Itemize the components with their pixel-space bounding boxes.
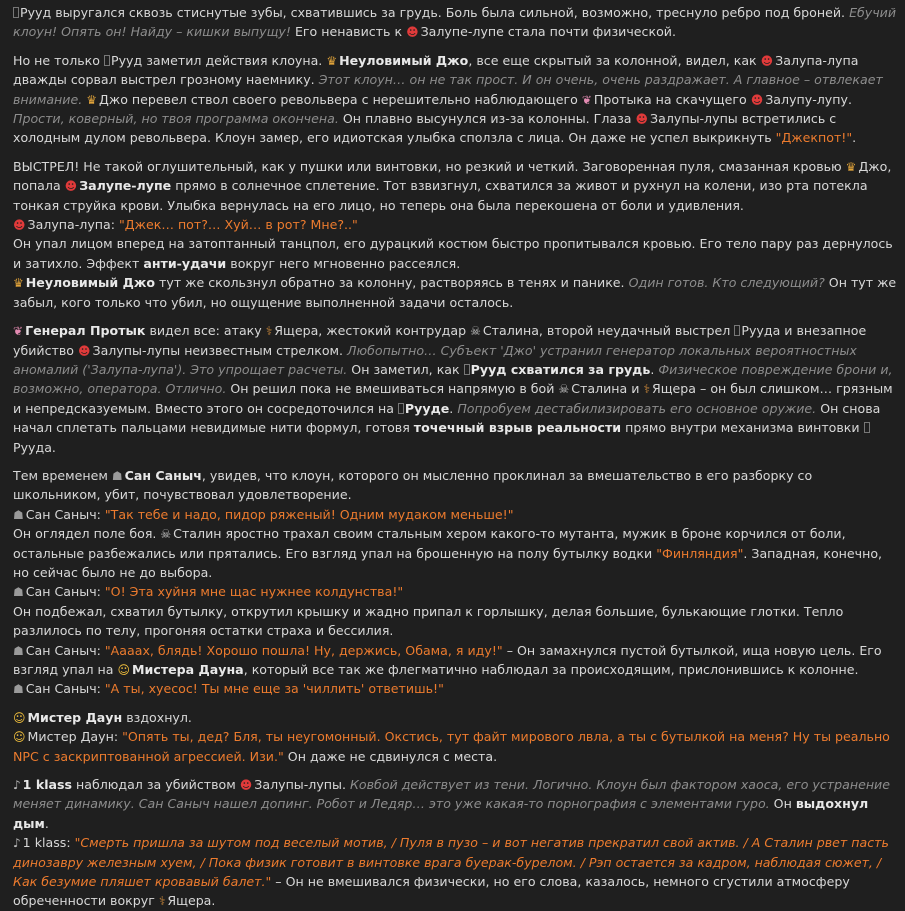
text-segment: 1 klass: (22, 835, 75, 851)
quote-text: "Джекпот!" (775, 130, 853, 146)
text-segment: Он оглядел поле боя. (13, 526, 161, 542)
paragraph-gap (13, 699, 897, 708)
paragraph-gap (13, 457, 897, 466)
bold-name: Мистера Дауна (132, 662, 244, 677)
quote-text: "Финляндия" (656, 545, 744, 561)
text-segment: Ящера, жестокий контрудар (274, 323, 471, 339)
text-segment: . (650, 361, 659, 377)
narration-italic: Попробуем дестабилизировать его основное оружие. (457, 400, 817, 416)
narration-italic: Физическое повреждение брони и, возможно, оператора. Отлично. (13, 361, 893, 397)
quote-text: "А ты, хуесос! Ты мне еще за 'чиллить' ответишь!" (104, 681, 444, 697)
text-segment: , увидев, что клоун, которого он мысленно проклинал за вмешательство в его разборку со школьником, убит, почувствовал удовлетворение. (13, 467, 813, 503)
text-segment: Джо перевел ствол своего револьвера с нерешительно наблюдающего (99, 91, 582, 107)
message-line (13, 51, 897, 148)
bold-name: анти-удачи (143, 255, 227, 271)
message-line (13, 524, 897, 582)
message-line (13, 679, 897, 698)
text-segment: – Он замахнулся пустой бутылкой, ища новую цель. Его взгляд упал на (13, 642, 882, 677)
text-segment: прямо внутри механизма винтовки (621, 420, 864, 436)
bold-name: 1 klass (22, 777, 73, 793)
missing-glyph-icon (13, 7, 19, 18)
message-line (13, 641, 897, 680)
text-segment: прямо в солнечное сплетение. Тот взвизгнул, схватился за живот и рухнул на колени, изо рта потекла тонкая струйка крови. Улыбка вернулась на его лицо, но теперь она была перекошена от боли и удивления. (13, 178, 868, 213)
clown-face-icon: ☻ (77, 343, 91, 358)
narration-italic: Один готов. Кто следующий? (628, 275, 825, 291)
text-segment: Сан Саныч: (25, 506, 105, 522)
text-segment: – Он не вмешивался физически, но его слова, казалось, немного сгустили атмосферу обреченности вокруг (13, 874, 850, 909)
quote-text: "Джек… пот?… Хуй… в рот? Мне?.." (119, 217, 358, 233)
text-segment: . Западная, конечно, но сейчас было не до выбора. (13, 545, 883, 580)
quote-text: "О! Эта хуйня мне щас нужнее колдунства!" (104, 584, 404, 600)
user-icon: ☗ (111, 468, 123, 483)
text-segment: Сталина, второй неудачный выстрел (482, 323, 735, 339)
quote-text: "Опять ты, дед? Бля, ты неугомонный. Окстись, тут файт мирового лвла, а ты с бутылкой на меня? Ну ты реально NPC с заскриптованной агрессией. Изи." (13, 729, 890, 764)
text-segment: , который все так же флегматично наблюдал за происходящим, прислонившись к колонне. (243, 662, 859, 677)
bold-name: точечный взрыв реальности (413, 420, 622, 436)
text-segment: Залупа-лупа: (27, 217, 120, 233)
text-segment: Сан Саныч: (25, 681, 105, 697)
brain-icon: ❦ (581, 92, 592, 107)
crown-icon: ♛ (86, 92, 98, 107)
quote-text: "Смерть пришла за шутом под веселый мотив, / Пуля в пузо – и вот негатив прекратил свой актив. / А Сталин рвет пасть динозавру железным хуем, / Пока физик готовит в винтовке врага буерак-бурелом. / Рэп остается за кадром, наблюдая сюжет, / Как безумие пляшет кровавый балет." (13, 835, 889, 890)
narration-italic: Любопытно… Субъект 'Джо' устранил генератор локальных вероятностных аномалий ('Залупа-лупа'). Это упрощает расчеты. (13, 342, 857, 377)
text-segment: Рууда. (13, 439, 56, 455)
quote-text: "Аааах, блядь! Хорошо пошла! Ну, держись, Обама, я иду!" (104, 642, 503, 658)
lizard-icon: ⚕ (643, 382, 650, 397)
missing-glyph-icon (864, 422, 870, 433)
brain-icon: ❦ (13, 324, 24, 339)
narration-italic: Ебучий клоун! Опять он! Найду – кишки выпущу! (13, 5, 897, 40)
message-line (13, 708, 897, 727)
text-segment: Он заметил, как (347, 361, 464, 377)
text-segment: Залупе-лупе стала почти физической. (420, 24, 676, 40)
paragraph-gap (13, 42, 897, 51)
text-segment: Он даже не сдвинулся с места. (283, 748, 498, 764)
clown-face-icon: ☻ (64, 179, 78, 194)
bold-name: Рууде (404, 400, 450, 416)
text-segment: Залупа-лупа дважды сорвал выстрел грозному наемнику. (13, 52, 859, 88)
text-segment: Он тут же забыл, кого только что убил, но ощущение выполненной задачи осталось. (13, 275, 897, 310)
text-segment: Ящера. (167, 893, 216, 909)
clown-face-icon: ☻ (635, 112, 649, 127)
message-line (13, 3, 897, 42)
text-segment: Тем временем (13, 467, 112, 483)
text-segment: Мистер Даун: (27, 729, 123, 745)
text-segment: Сан Саныч: (25, 584, 105, 600)
sunglasses-face-icon: ☺ (13, 730, 26, 745)
text-segment: видел все: атаку (145, 323, 266, 339)
lizard-icon: ⚕ (158, 894, 166, 909)
bold-name: Залупе-лупе (79, 178, 172, 194)
quote-text: "Так тебе и надо, пидор ряженый! Одним мудаком меньше!" (104, 506, 514, 522)
clown-face-icon: ☻ (406, 25, 419, 40)
bold-name: Сан Саныч (124, 467, 202, 483)
message-line (13, 273, 897, 312)
text-segment: Сан Саныч: (25, 642, 105, 658)
text-segment: Его ненависть к (290, 24, 407, 40)
bold-name: Мистер Даун (27, 709, 123, 725)
message-line (13, 466, 897, 505)
crown-icon: ♛ (13, 276, 24, 291)
text-segment: Но не только (13, 52, 104, 68)
message-line (13, 321, 897, 457)
lizard-icon: ⚕ (265, 324, 273, 339)
clown-face-icon: ☻ (13, 218, 26, 233)
text-segment: Он (769, 796, 796, 812)
missing-glyph-icon (464, 364, 470, 375)
message-line (13, 582, 897, 601)
missing-glyph-icon (734, 325, 740, 336)
message-line (13, 505, 897, 524)
message-line (13, 215, 897, 234)
message-line (13, 157, 897, 215)
text-segment: Сталина и (571, 381, 644, 397)
text-segment: Он плавно высунулся из-за колонны. Глаза (338, 111, 636, 127)
user-icon: ☗ (13, 507, 24, 522)
text-segment: ВЫСТРЕЛ! Не такой оглушительный, как у пушки или винтовки, но резкий и четкий. Заговоренная пуля, смазанная кровью (13, 158, 846, 174)
text-segment: Рууд выругался сквозь стиснутые зубы, схватившись за грудь. Боль была сильной, возможно, треснуло ребро под броней. (20, 5, 850, 20)
text-segment: Джо, попала (13, 158, 892, 194)
paragraph-gap (13, 148, 897, 157)
user-icon: ☗ (13, 585, 24, 600)
text-segment: наблюдал за убийством (72, 777, 240, 793)
bold-name: Неуловимый Джо (339, 52, 469, 68)
message-line (13, 234, 897, 273)
stalin-mask-icon: ☠ (558, 382, 570, 397)
text-segment: Залупы-лупы неизвестным стрелком. (92, 342, 348, 358)
bold-name: выдохнул дым (13, 796, 869, 831)
text-segment: Он снова начал сплетать пальцами невидимые нити формул, готовя (13, 400, 881, 436)
text-segment: вокруг него мгновенно рассеялся. (226, 255, 461, 271)
clown-face-icon: ☻ (239, 778, 253, 793)
missing-glyph-icon (398, 403, 404, 414)
message-line (13, 833, 897, 911)
text-segment: , все еще скрытый за колонной, видел, как (468, 52, 761, 68)
user-icon: ☗ (13, 643, 24, 658)
message-line (13, 775, 897, 833)
stalin-mask-icon: ☠ (470, 324, 481, 339)
bold-name: Генерал Протык (25, 323, 146, 339)
text-segment: Залупы-лупы встретились с холодным дулом револьвера. Клоун замер, его идиотская улыбка сползла с лица. Он даже не успел выкрикнуть (13, 111, 837, 146)
crown-icon: ♛ (845, 159, 857, 174)
paragraph-gap (13, 312, 897, 321)
sunglasses-face-icon: ☺ (13, 710, 26, 725)
message-line (13, 727, 897, 766)
message-line (13, 602, 897, 641)
narration-italic: Прости, коверный, но твоя программа окончена. (13, 111, 339, 127)
microphone-icon: ♪ (13, 778, 21, 793)
text-segment: . (449, 400, 458, 416)
text-segment: Ящера – он был слишком… грязным и непредсказуемым. Вместо этого он сосредоточился на (13, 381, 893, 416)
text-segment: . (44, 815, 49, 831)
text-segment: Рууда и внезапное убийство (13, 323, 867, 358)
text-segment: тут же скользнул обратно за колонну, растворяясь в тенях и панике. (155, 275, 629, 291)
clown-face-icon: ☻ (750, 92, 764, 107)
paragraph-gap (13, 766, 897, 775)
text-segment: вздохнул. (122, 709, 192, 725)
text-segment: Рууд заметил действия клоуна. (111, 52, 327, 68)
sunglasses-face-icon: ☺ (117, 663, 130, 677)
bold-name: Рууд схватился за грудь (470, 361, 651, 377)
bold-name: Неуловимый Джо (25, 275, 156, 291)
clown-face-icon: ☻ (760, 53, 774, 68)
text-segment: . (852, 130, 857, 146)
crown-icon: ♛ (326, 53, 338, 68)
text-segment: Он упал лицом вперед на затоптанный танцпол, его дурацкий костюм быстро пропитывался кровью. Его тело пару раз дернулось и затихло. Эффект (13, 236, 893, 271)
text-segment: Сталин яростно трахал своим стальным хером какого-то мутанта, мужик в броне корчился от боли, остальные разбежались или прятались. Его взгляд упал на брошенную на полу бутылку водки (13, 526, 846, 561)
text-segment: Протыка на скачущего (593, 91, 751, 107)
text-segment: Залупы-лупы. (254, 777, 350, 793)
missing-glyph-icon (104, 55, 110, 66)
text-segment: Он подбежал, схватил бутылку, открутил крышку и жадно припал к горлышку, делая большие, булькающие глотки. Тепло разлилось по телу, прогоняя остатки страха и бессилия. (13, 603, 844, 639)
user-icon: ☗ (13, 682, 24, 697)
narration-italic: Ковбой действует из тени. Логично. Клоун был фактором хаоса, его устранение меняет динамику. Сан Саныч нашел допинг. Робот и Ледяр… это уже какая-то порнография с элементами гуро. (13, 777, 890, 812)
text-segment: Залупу-лупу. (765, 91, 852, 107)
text-segment: Он решил пока не вмешиваться напрямую в бой (226, 381, 559, 397)
narration-italic: Этот клоун… он не так прост. И он очень, очень раздражает. А главное – отвлекает внимание. (13, 72, 883, 107)
microphone-icon: ♪ (13, 836, 21, 851)
stalin-mask-icon: ☠ (160, 527, 172, 542)
